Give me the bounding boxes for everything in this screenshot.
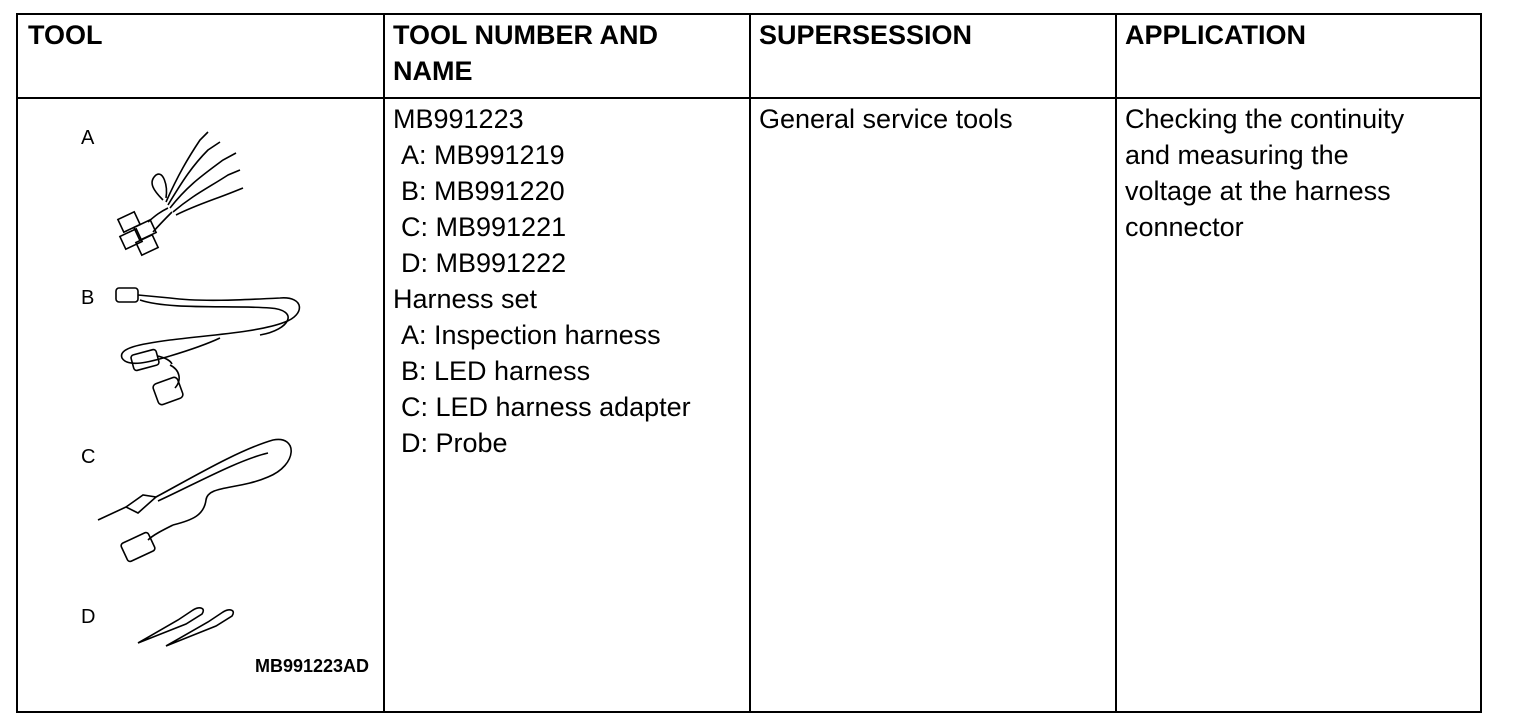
tool-number-line: C: LED harness adapter bbox=[401, 392, 691, 422]
header-tool: TOOL bbox=[28, 20, 103, 50]
tool-number-line: MB991223 bbox=[393, 104, 524, 134]
header-tool-number-line2: NAME bbox=[393, 56, 473, 86]
tool-number-line: A: Inspection harness bbox=[401, 320, 661, 350]
tool-number-line: B: MB991220 bbox=[401, 176, 565, 206]
tool-number-line: Harness set bbox=[393, 284, 538, 314]
tool-number-line: A: MB991219 bbox=[401, 140, 565, 170]
tool-number-line: D: MB991222 bbox=[401, 248, 567, 278]
supersession-cell bbox=[759, 101, 1013, 137]
tool-label-a: A bbox=[81, 127, 95, 149]
figure-id: MB991223AD bbox=[255, 656, 370, 676]
tool-number-line: D: Probe bbox=[401, 428, 508, 458]
tool-label-d: D bbox=[81, 606, 96, 628]
tool-table bbox=[16, 13, 1482, 713]
header-supersession: SUPERSESSION bbox=[759, 20, 973, 50]
application-line: voltage at the harness bbox=[1125, 176, 1391, 206]
column-divider-2 bbox=[749, 15, 751, 711]
header-tool-number bbox=[393, 17, 658, 89]
tool-label-c: C bbox=[81, 446, 96, 468]
column-divider-3 bbox=[1115, 15, 1117, 711]
tool-number-line: C: MB991221 bbox=[401, 212, 567, 242]
application-cell bbox=[1125, 101, 1404, 245]
tool-label-b: B bbox=[81, 287, 95, 309]
header-application: APPLICATION bbox=[1125, 20, 1306, 50]
header-tool-number-line1: TOOL NUMBER AND bbox=[393, 20, 659, 50]
application-line: connector bbox=[1125, 212, 1244, 242]
inspection-harness-icon bbox=[108, 120, 248, 255]
application-line: and measuring the bbox=[1125, 140, 1349, 170]
led-harness-icon bbox=[110, 280, 310, 415]
tool-number-cell bbox=[393, 101, 691, 461]
tool-number-line: B: LED harness bbox=[401, 356, 591, 386]
application-line: Checking the continuity bbox=[1125, 104, 1405, 134]
supersession-text: General service tools bbox=[759, 104, 1013, 134]
led-harness-adapter-icon bbox=[98, 435, 298, 565]
probe-icon bbox=[138, 598, 248, 648]
column-divider-1 bbox=[383, 15, 385, 711]
